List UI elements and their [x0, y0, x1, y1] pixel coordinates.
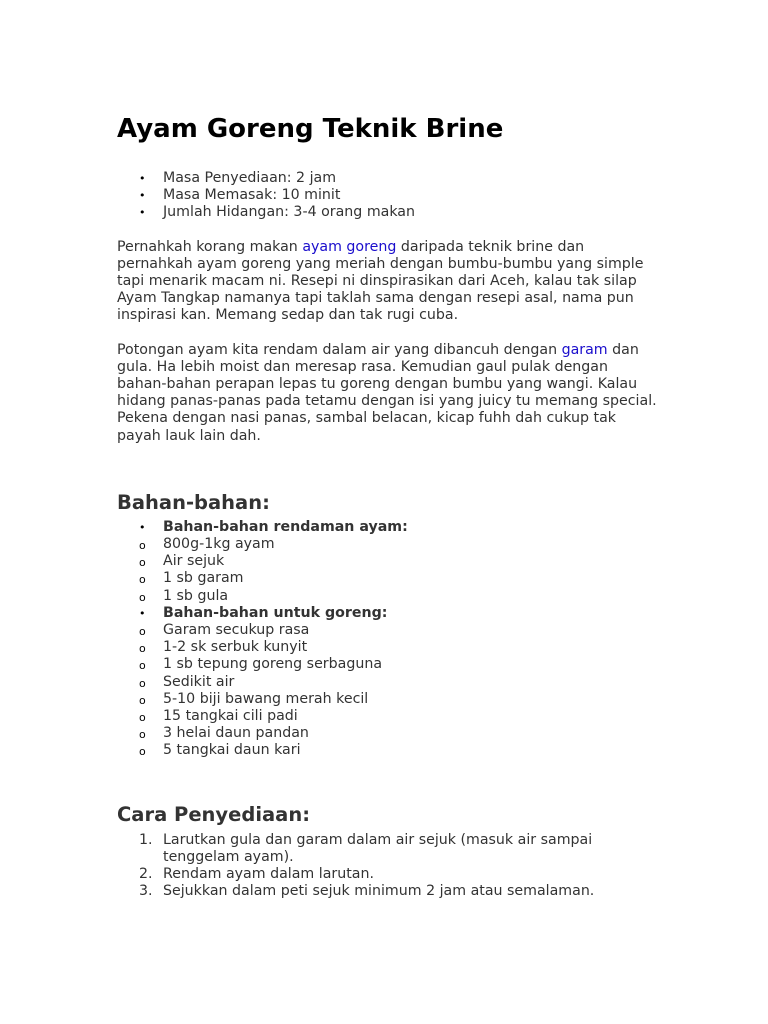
ingredients-heading: Bahan-bahan: [117, 490, 270, 514]
description-text-end: dan gula. Ha lebih moist dan meresap rasa. Kemudian gaul pulak dengan bahan-bahan perapan lepas tu goreng dengan bumbu yang wangi. Kalau hidang panas-panas pada tetamu dengan isi yang juicy tu memang special. Pekena dengan nasi panas, sambal belacan, kicap fuhh dah cukup tak payah lauk lain dah. [117, 341, 657, 444]
group-title: • Bahan-bahan rendaman ayam: [163, 518, 408, 535]
description-paragraph [117, 342, 657, 445]
garam-link[interactable]: garam [561, 341, 608, 358]
meta-prep-time: • Masa Penyediaan: 2 jam [117, 170, 657, 187]
group-title: • Bahan-bahan untuk goreng: [163, 604, 388, 621]
ingredient-group-marinade [117, 519, 657, 536]
list-item: o 800g-1kg ayam [117, 536, 657, 553]
frying-items [117, 622, 657, 760]
intro-text-start: Pernahkah korang makan [117, 238, 303, 255]
list-item: o Air sejuk [117, 553, 657, 570]
recipe-meta-list [117, 170, 657, 222]
ingredients-groups [117, 519, 657, 536]
intro-text-end: daripada teknik brine dan pernahkah ayam goreng yang meriah dengan bumbu-bumbu yang simple tapi menarik macam ni. Resepi ni dinspirasikan dari Aceh, kalau tak silap Ayam Tangkap namanya tapi taklah sama dengan resepi asal, nama pun inspirasi kan. Memang sedap dan tak rugi cuba. [117, 238, 644, 324]
step-item [117, 883, 663, 900]
step-text: Rendam ayam dalam larutan. [163, 866, 374, 883]
list-item: o Sedikit air [117, 674, 657, 691]
list-item: o 5-10 biji bawang merah kecil [117, 691, 657, 708]
step-item [117, 866, 663, 883]
step-text: Sejukkan dalam peti sejuk minimum 2 jam atau semalaman. [163, 883, 595, 900]
step-number: 1. [139, 831, 153, 848]
list-item: o 15 tangkai cili padi [117, 708, 657, 725]
method-steps [117, 832, 657, 901]
ayam-goreng-link[interactable]: ayam goreng [302, 238, 397, 255]
step-number: 3. [139, 883, 153, 900]
step-number: 2. [139, 866, 153, 883]
description-text-start: Potongan ayam kita rendam dalam air yang dibancuh dengan [117, 341, 562, 358]
ingredient-group-frying [117, 605, 657, 622]
recipe-document [117, 112, 657, 901]
list-item: o Garam secukup rasa [117, 622, 657, 639]
marinade-items [117, 536, 657, 605]
meta-servings: • Jumlah Hidangan: 3-4 orang makan [117, 204, 657, 221]
list-item: o 3 helai daun pandan [117, 725, 657, 742]
step-text: Larutkan gula dan garam dalam air sejuk (masuk air sampai tenggelam ayam). [163, 831, 593, 865]
list-item: o 1 sb gula [117, 588, 657, 605]
ingredients-groups-2 [117, 605, 657, 622]
list-item: o 1 sb tepung goreng serbaguna [117, 656, 657, 673]
meta-cook-time: • Masa Memasak: 10 minit [117, 187, 657, 204]
list-item: o 1 sb garam [117, 570, 657, 587]
list-item: o 1-2 sk serbuk kunyit [117, 639, 657, 656]
list-item: o 5 tangkai daun kari [117, 742, 657, 759]
step-item [117, 832, 663, 866]
intro-paragraph [117, 239, 657, 325]
page-title: Ayam Goreng Teknik Brine [117, 114, 504, 144]
method-heading: Cara Penyediaan: [117, 802, 311, 826]
